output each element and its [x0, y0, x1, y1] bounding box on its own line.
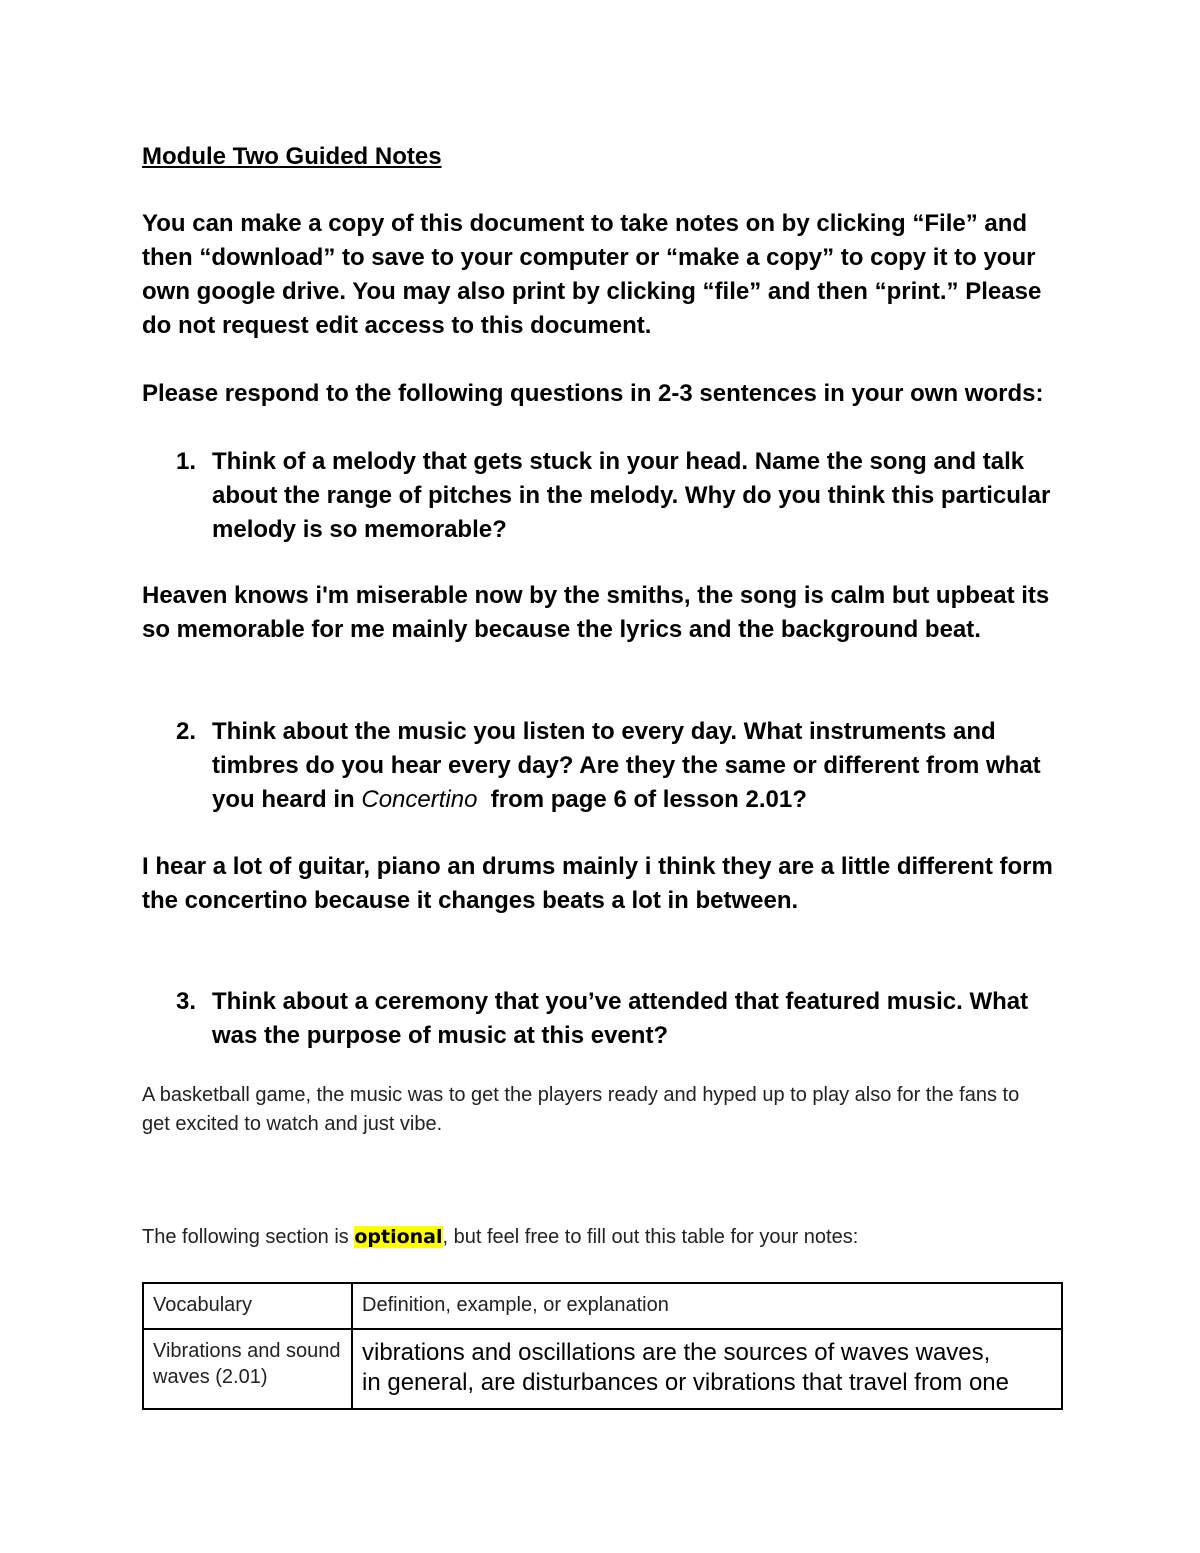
question-text [212, 715, 1076, 817]
question-number: 3. [176, 988, 197, 1015]
work-title-italic: Concertino [361, 786, 478, 813]
question-2 [176, 715, 1076, 817]
definition-line: in general, are disturbances or vibrations that travel from one [362, 1369, 1010, 1396]
question-text: Think about a ceremony that you’ve attended that featured music. What was the purpose of music at this event? [212, 988, 1029, 1049]
vocabulary-table [142, 1282, 1063, 1410]
question-text-part: from page 6 of lesson 2.01? [477, 786, 807, 813]
table-row [143, 1329, 1062, 1409]
question-number: 2. [176, 718, 197, 745]
question-1 [176, 445, 1076, 547]
question-3 [176, 985, 1076, 1053]
answer-3: A basketball game, the music was to get the players ready and hyped up to play also for the fans to get excited to watch and just vibe. [142, 1084, 1020, 1135]
table-cell-term: Vibrations and sound waves (2.01) [143, 1329, 352, 1409]
instructions-prompt: Please respond to the following questions in 2-3 sentences in your own words: [142, 380, 1044, 407]
optional-section-note [142, 1223, 1072, 1252]
optional-note-after: , but feel free to fill out this table for your notes: [442, 1226, 859, 1248]
intro-paragraph: You can make a copy of this document to take notes on by clicking “File” and then “download” to save to your computer or “make a copy” to copy it to your own google drive. You may also print by clicking “file” and then “print.” Please do not request edit access to this document. [142, 210, 1042, 339]
question-text: Think of a melody that gets stuck in your head. Name the song and talk about the range of pitches in the melody. Why do you think this particular melody is so memorable? [212, 448, 1051, 543]
table-header-vocabulary: Vocabulary [143, 1283, 352, 1329]
table-header-row [143, 1283, 1062, 1329]
question-number: 1. [176, 448, 197, 475]
page-title: Module Two Guided Notes [142, 143, 442, 170]
optional-highlight: optional [354, 1226, 443, 1248]
optional-note-before: The following section is [142, 1226, 355, 1248]
question-text-part: Think about the music you listen to every day. What instruments and timbres do you hear every day? Are they the same or different from what you heard in [212, 718, 1041, 813]
table-header-definition: Definition, example, or explanation [352, 1283, 1062, 1329]
answer-2: I hear a lot of guitar, piano an drums mainly i think they are a little different form the concertino because it changes beats a lot in between. [142, 853, 1053, 914]
definition-line: vibrations and oscillations are the sources of waves waves, [362, 1339, 991, 1366]
table-cell-definition [352, 1329, 1062, 1409]
answer-1: Heaven knows i'm miserable now by the smiths, the song is calm but upbeat its so memorable for me mainly because the lyrics and the background beat. [142, 582, 1050, 643]
